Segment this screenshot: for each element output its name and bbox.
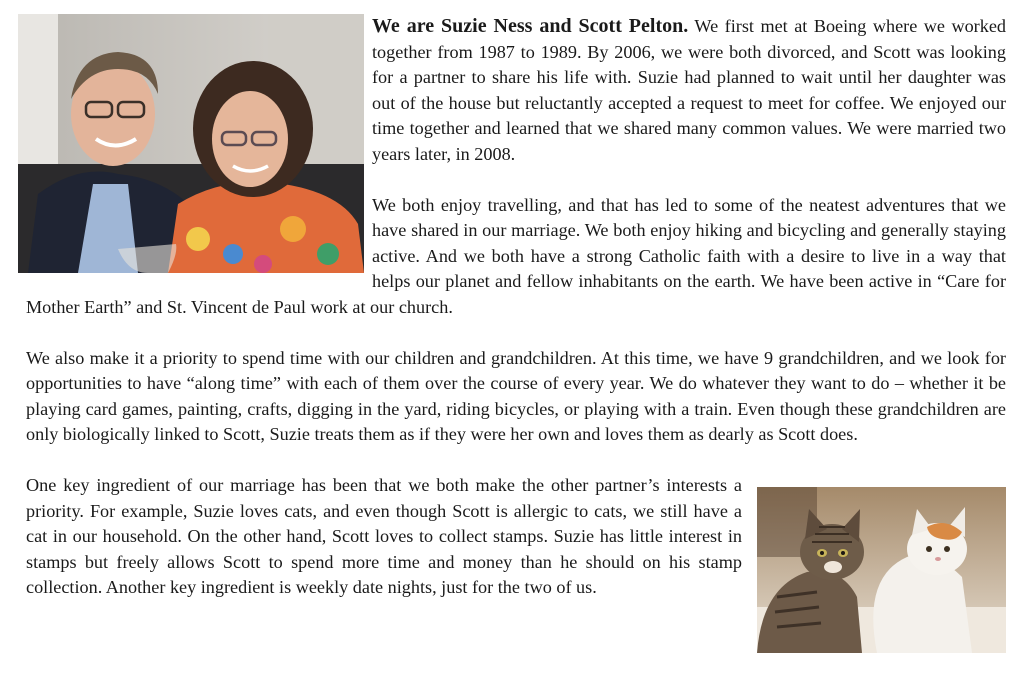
cats-photo xyxy=(757,487,1006,653)
intro-heading: We are Suzie Ness and Scott Pelton. xyxy=(372,15,689,37)
paragraph-ingredients: One key ingredient of our marriage has been that we both make the other partner’s interests a priority. For example, Suzie loves cats, and even though Scott is allergic to cats, we still have a cat in our household. On the other hand, Scott loves to collect stamps. Suzie has little interest in stamps but freely allows Scott to spend more time and money than he should on his stamp collection. Another key ingredient is weekly date nights, just for the two of us. xyxy=(26,474,742,598)
couple-photo xyxy=(18,14,364,273)
intro-body: We first met at Boeing where we worked together from 1987 to 1989. By 2006, we were both divorced, and Scott was looking for a partner to share his life with. Suzie had planned to wait until her daughter was out of the house but reluctantly accepted a request to meet for coffee. We enjoyed our time together and learned that we shared many common values. We were married two years later, in 2008. xyxy=(372,16,1007,164)
paragraph-travel: We both enjoy travelling, and that has led to some of the neatest adventures that we have shared in our marriage. We both enjoy hiking and bicycling and generally staying active. And we both have a strong Catholic faith with a desire to live in a way that helps our planet and fellow inhabitants on the earth. We have been active in “Care for Mother Earth” and St. Vincent de Paul work at our church. xyxy=(26,194,1006,317)
paragraph-grandchildren: We also make it a priority to spend time with our children and grandchildren. At this time, we have 9 grandchildren, and we look for opportunities to have “along time” with each of them over the course of every year. We do whatever they want to do – whether it be playing card games, painting, crafts, digging in the yard, riding bicycles, or playing with a train. Even though these grandchildren are only biologically linked to Scott, Suzie treats them as if they were her own and loves them as dearly as Scott does. xyxy=(26,347,1006,445)
